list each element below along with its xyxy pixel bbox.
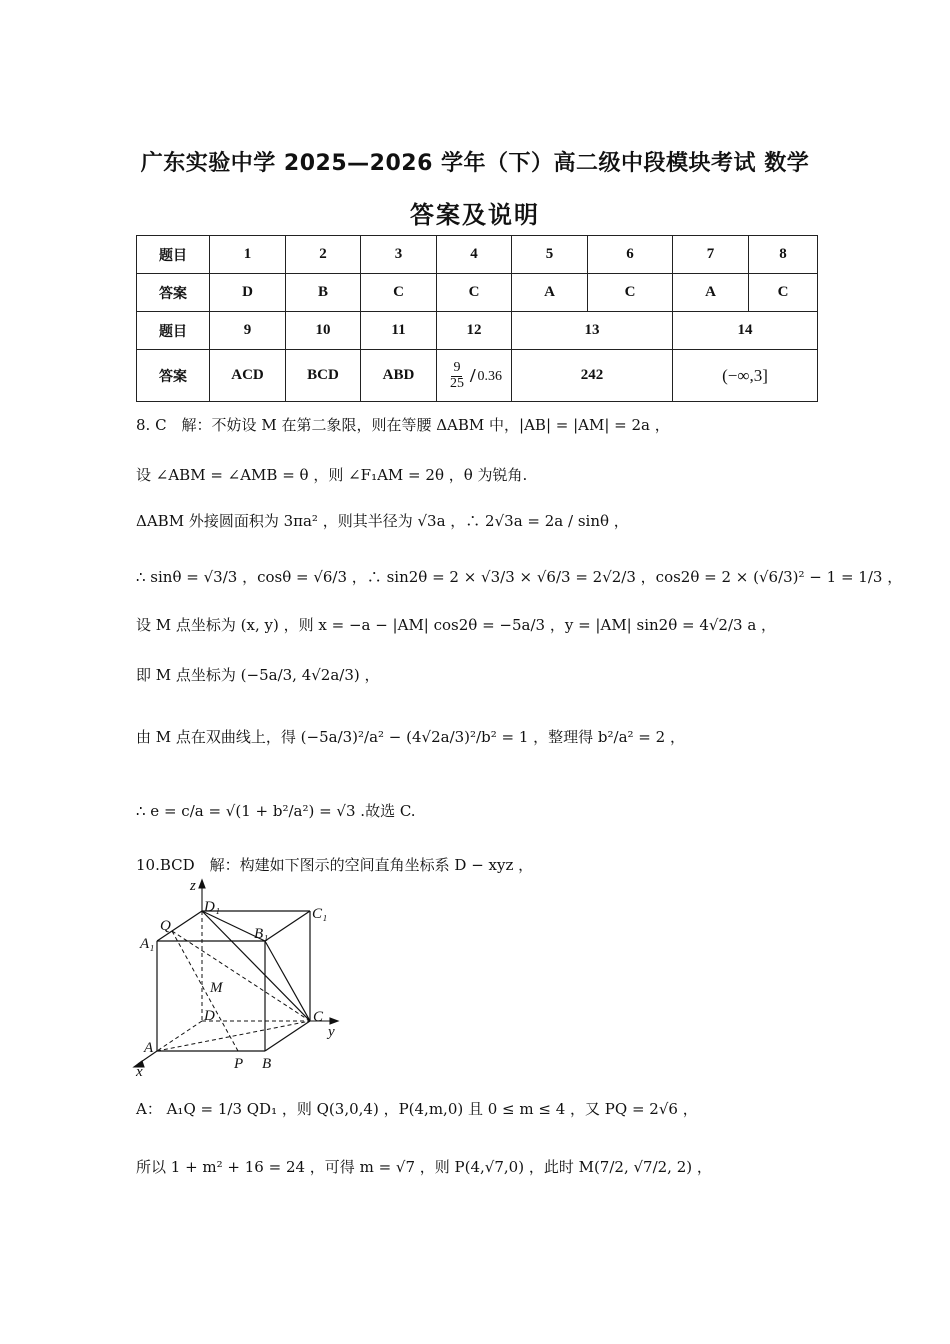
question-number: 9 (210, 312, 286, 350)
answer-cell: (−∞,3] (673, 350, 818, 402)
answer-cell: B (286, 274, 361, 312)
label-Q: Q (160, 918, 171, 934)
answer-cell: BCD (286, 350, 361, 402)
question-number: 3 (361, 236, 437, 274)
label-D: D (204, 1008, 215, 1024)
answer-table (136, 235, 818, 402)
question-number: 11 (361, 312, 437, 350)
answer-cell: ABD (361, 350, 437, 402)
answer-cell: C (749, 274, 818, 312)
page-title: 广东实验中学 2025—2026 学年（下）高二级中段模块考试 数学 (140, 151, 810, 176)
q12-denominator: 25 (449, 376, 464, 391)
label-z: z (190, 878, 196, 894)
solution8-line2: 设 ∠ABM = ∠AMB = θ ，则 ∠F₁AM = 2θ ，θ 为锐角. (136, 466, 528, 484)
label-B: B (262, 1056, 272, 1072)
label-C1: C₁ (312, 906, 328, 922)
solution8-line1: 8. C 解：不妨设 M 在第二象限，则在等腰 ΔABM 中，|AB| = |AM| = 2a ， (136, 416, 670, 434)
answer-cell: 242 (512, 350, 673, 402)
answer-cell: A (673, 274, 749, 312)
answer-cell: C (361, 274, 437, 312)
page-subtitle: 答案及说明 (410, 201, 540, 229)
solution8-line3: ΔABM 外接圆面积为 3πa² ，则其半径为 √3a ，∴ 2√3a = 2a / sinθ ， (136, 512, 629, 530)
solution8-line7: 由 M 点在双曲线上，得 (−5a/3)²/a² − (4√2a/3)²/b² = 1 ，整理得 b²/a² = 2 ， (136, 728, 685, 746)
solution8-line6: 即 M 点坐标为 (−5a/3, 4√2a/3) ， (136, 666, 380, 684)
question-number: 6 (588, 236, 673, 274)
label-y: y (328, 1024, 335, 1040)
label-M: M (210, 980, 223, 996)
label-P: P (234, 1056, 244, 1072)
question-number: 7 (673, 236, 749, 274)
answer-cell: C (437, 274, 512, 312)
question-number: 2 (286, 236, 361, 274)
answer-cell: D (210, 274, 286, 312)
question-number: 8 (749, 236, 818, 274)
label-B1: B₁ (254, 926, 269, 942)
row4-label: 答案 (137, 350, 210, 402)
solution10-line2: A： A₁Q = 1/3 QD₁ ，则 Q(3,0,4) ，P(4,m,0) 且 0 ≤ m ≤ 4 ，又 PQ = 2√6 ， (136, 1100, 698, 1118)
q12-numerator: 9 (453, 360, 461, 376)
row2-label: 答案 (137, 274, 210, 312)
q12-decimal: 0.36 (477, 368, 503, 384)
cube-figure (130, 878, 350, 1078)
answer-cell: C (588, 274, 673, 312)
solution10-line1: 10.BCD 解：构建如下图示的空间直角坐标系 D − xyz ， (136, 856, 534, 874)
label-A: A (144, 1040, 154, 1056)
solution8-line4: ∴ sinθ = √3/3 ，cosθ = √6/3 ，∴ sin2θ = 2 × √3/3 × √6/3 = 2√2/3 ，cos2θ = 2 × (√6/3)² − 1 = 1/3 ， (136, 568, 903, 586)
solution8-line5: 设 M 点坐标为 (x, y) ，则 x = −a − |AM| cos2θ = −5a/3 ，y = |AM| sin2θ = 4√2/3 a ， (136, 616, 777, 634)
question-number: 4 (437, 236, 512, 274)
answer-cell-q12: $\frac{9}{25}$ / 0.36 (437, 350, 512, 402)
row3-label: 题目 (137, 312, 210, 350)
answer-cell: A (512, 274, 588, 312)
label-D1: D₁ (204, 899, 221, 915)
solution8-line8: ∴ e = c/a = √(1 + b²/a²) = √3 .故选 C. (136, 802, 416, 820)
label-C: C (313, 1009, 324, 1025)
row1-label: 题目 (137, 236, 210, 274)
solution10-line3: 所以 1 + m² + 16 = 24 ，可得 m = √7 ，则 P(4,√7,0) ，此时 M(7/2, √7/2, 2) ， (136, 1158, 712, 1176)
question-number: 5 (512, 236, 588, 274)
question-number: 14 (673, 312, 818, 350)
question-number: 13 (512, 312, 673, 350)
question-number: 10 (286, 312, 361, 350)
label-A1: A₁ (140, 936, 155, 952)
label-x: x (136, 1064, 143, 1078)
question-number: 1 (210, 236, 286, 274)
answer-cell: ACD (210, 350, 286, 402)
question-number: 12 (437, 312, 512, 350)
